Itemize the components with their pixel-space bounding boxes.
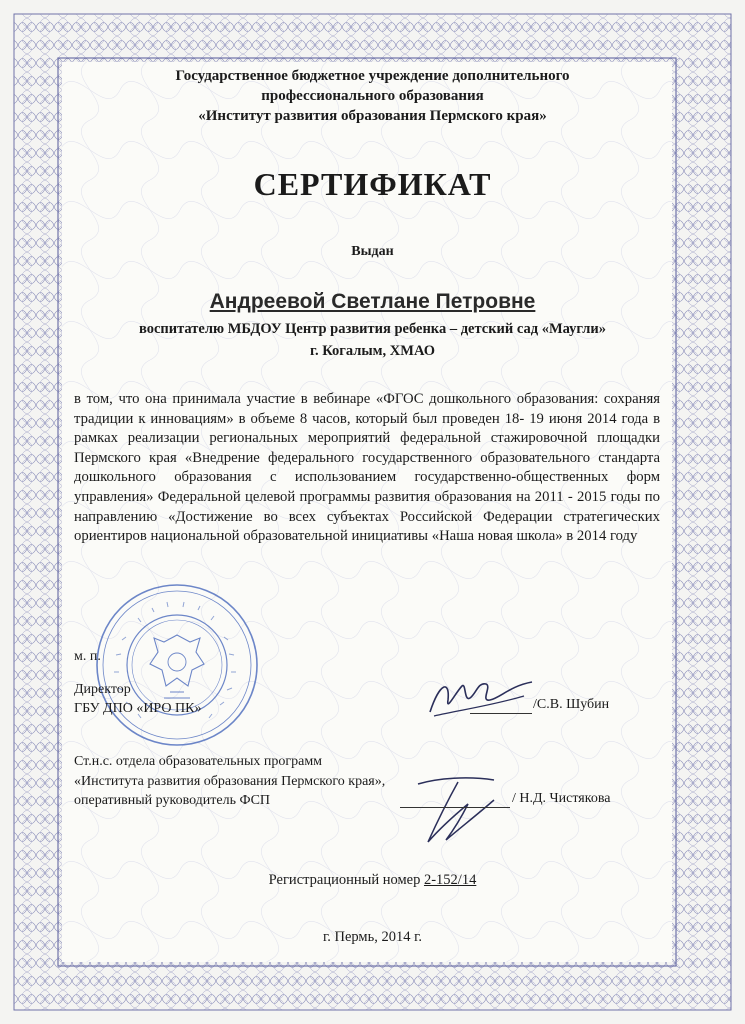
- director-signer-name: /С.В. Шубин: [533, 697, 610, 712]
- position-line-2: г. Когалым, ХМАО: [310, 343, 435, 359]
- issued-label: Выдан: [351, 244, 394, 259]
- staff-signature: [398, 770, 518, 850]
- place-and-date: г. Пермь, 2014 г.: [322, 929, 423, 945]
- staff-block: [74, 752, 385, 811]
- header-line-1: Государственное бюджетное учреждение дополнительного: [175, 68, 570, 84]
- director-signature: [420, 672, 540, 722]
- staff-signature-line: [400, 807, 510, 808]
- position-line-1: воспитателю МБДОУ Центр развития ребенка – детский сад «Маугли»: [139, 321, 606, 337]
- staff-role: оперативный руководитель ФСП: [74, 793, 271, 808]
- staff-signer-name: / Н.Д. Чистякова: [512, 791, 611, 806]
- certificate-body: в том, что она принимала участие в вебинаре «ФГОС дошкольного образования: сохраняя традиции к инновациям» в объеме 8 часов, который был проведен 18- 19 июня 2014 года в рамках реализации региональных мероприятий федеральной стажировочной площадки Пермского края «Внедрение федерального государственного образовательного стандарта дошкольного образования с использованием государственно-общественных форм управления» Федеральной целевой программы развития образования на 2011 - 2015 годы по направлению «Достижение во всех субъектах Российской Федерации стратегических ориентиров национальной образовательной инициативы «Наша новая школа» в 2014 году: [74, 391, 660, 545]
- director-block: [74, 680, 201, 718]
- director-signature-line: [470, 713, 532, 714]
- registration-value: 2-152/14: [423, 872, 477, 888]
- institution-header: [0, 66, 745, 126]
- official-seal-stamp: [92, 580, 262, 750]
- director-title: Директор: [74, 682, 131, 697]
- stamp-place-label: м. п.: [74, 649, 101, 664]
- header-line-3: «Институт развития образования Пермского края»: [198, 108, 547, 124]
- recipient-position: [0, 318, 745, 362]
- director-organization: ГБУ ДПО «ИРО ПК»: [74, 701, 202, 716]
- registration-label: Регистрационный номер: [268, 872, 421, 888]
- staff-title: Ст.н.с. отдела образовательных программ: [74, 754, 323, 769]
- recipient-name: Андреевой Светлане Петровне: [209, 290, 536, 313]
- staff-institute: «Института развития образования Пермского края»,: [74, 773, 386, 789]
- header-line-2: профессионального образования: [261, 88, 484, 104]
- certificate-title: СЕРТИФИКАТ: [253, 166, 492, 202]
- registration-number: [0, 872, 745, 889]
